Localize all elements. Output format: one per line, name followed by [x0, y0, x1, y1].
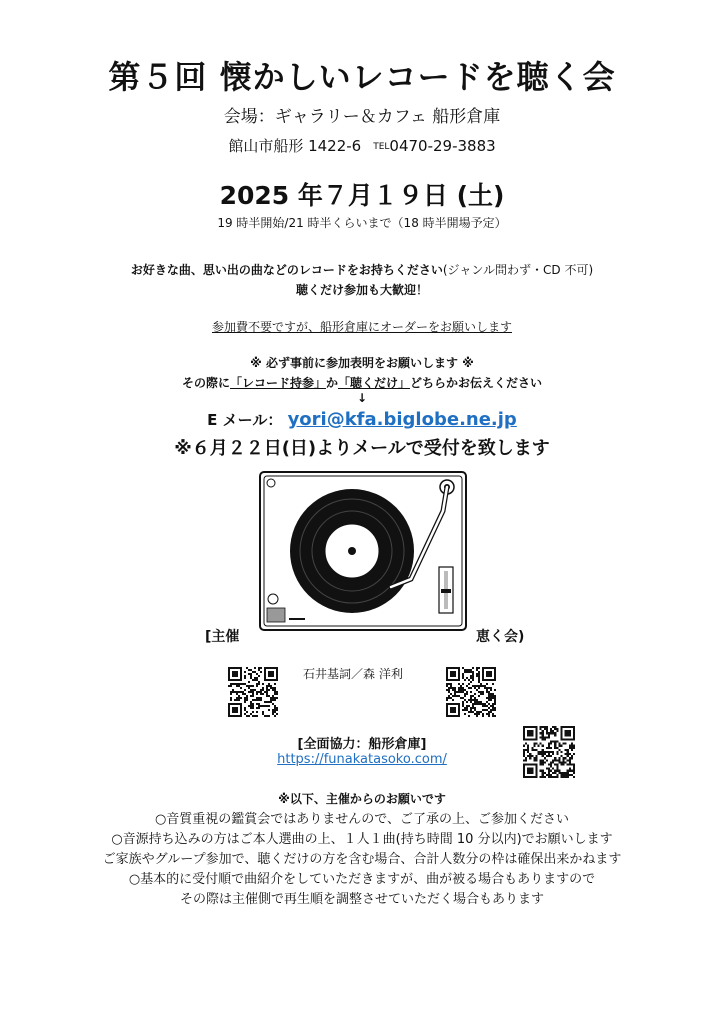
organizer-names: 石井基詞／森 洋利	[303, 667, 403, 681]
event-title: 第５回 懐かしいレコードを聴く会	[108, 58, 616, 96]
bring-main: お好きな曲、思い出の曲などのレコードをお持ちください	[130, 263, 443, 277]
website-link[interactable]: https://funakatasoko.com/	[277, 752, 447, 767]
request-item: ○音源持ち込みの方はご本人選曲の上、１人１曲(持ち時間 10 分以内)でお願いします	[111, 832, 613, 847]
qr-code-icon[interactable]	[446, 667, 496, 717]
option-listen-only: 「聴くだけ」	[338, 376, 411, 390]
request-item: ご家族やグループ参加で、聴くだけの方を含む場合、合計人数分の枠は確保出来かねます	[102, 852, 622, 867]
bring-records-line	[0, 261, 724, 278]
event-date: 2025 年７月１９日 (土)	[219, 181, 505, 210]
tel-label: TEL	[373, 142, 390, 152]
qr-code-icon[interactable]	[228, 667, 278, 717]
must-notice: ※ 必ず事前に参加表明をお願いします ※	[250, 356, 474, 370]
organizer-name-tail: 恵く会)	[476, 629, 525, 645]
accept-notice: ※６月２２日(日)よりメールで受付を致します	[174, 438, 550, 459]
email-link[interactable]: yori@kfa.biglobe.ne.jp	[287, 409, 517, 430]
turntable-icon	[259, 471, 467, 631]
request-item: ○音質重視の鑑賞会ではありませんので、ご了承の上、ご参加ください	[154, 812, 570, 827]
url-line	[0, 752, 724, 767]
tel-number: 0470-29-3883	[389, 137, 496, 155]
option-bring-record: 「レコード持参」	[229, 376, 326, 390]
cooperation: [全面協力：船形倉庫]	[297, 737, 427, 752]
bring-note: (ジャンル問わず・CD 不可)	[442, 263, 594, 277]
email-line	[0, 409, 724, 430]
email-label: E メール：	[207, 411, 283, 429]
fee-note: 参加費不要ですが、船形倉庫にオーダーをお願いします	[211, 320, 512, 334]
tell-mid: か	[325, 376, 338, 390]
address-line	[0, 135, 724, 156]
organizer-label: [主催	[205, 629, 240, 645]
tell-prefix: その際に	[181, 376, 230, 390]
tell-line	[0, 374, 724, 391]
down-arrow-icon: ↓	[356, 391, 368, 405]
tell-suffix: どちらかお伝えください	[410, 376, 543, 390]
address: 館山市船形 1422-6	[228, 137, 362, 155]
request-item: その際は主催側で再生順を調整させていただく場合もあります	[179, 892, 544, 907]
venue: 会場：ギャラリー＆カフェ 船形倉庫	[223, 107, 501, 127]
listen-welcome: 聴くだけ参加も大歓迎！	[295, 283, 428, 297]
event-time: 19 時半開始/21 時半くらいまで（18 時半開場予定）	[217, 216, 507, 230]
requests-heading: ※以下、主催からのお願いです	[278, 792, 446, 806]
request-item: ○基本的に受付順で曲紹介をしていただきますが、曲が被る場合もありますので	[128, 872, 596, 887]
